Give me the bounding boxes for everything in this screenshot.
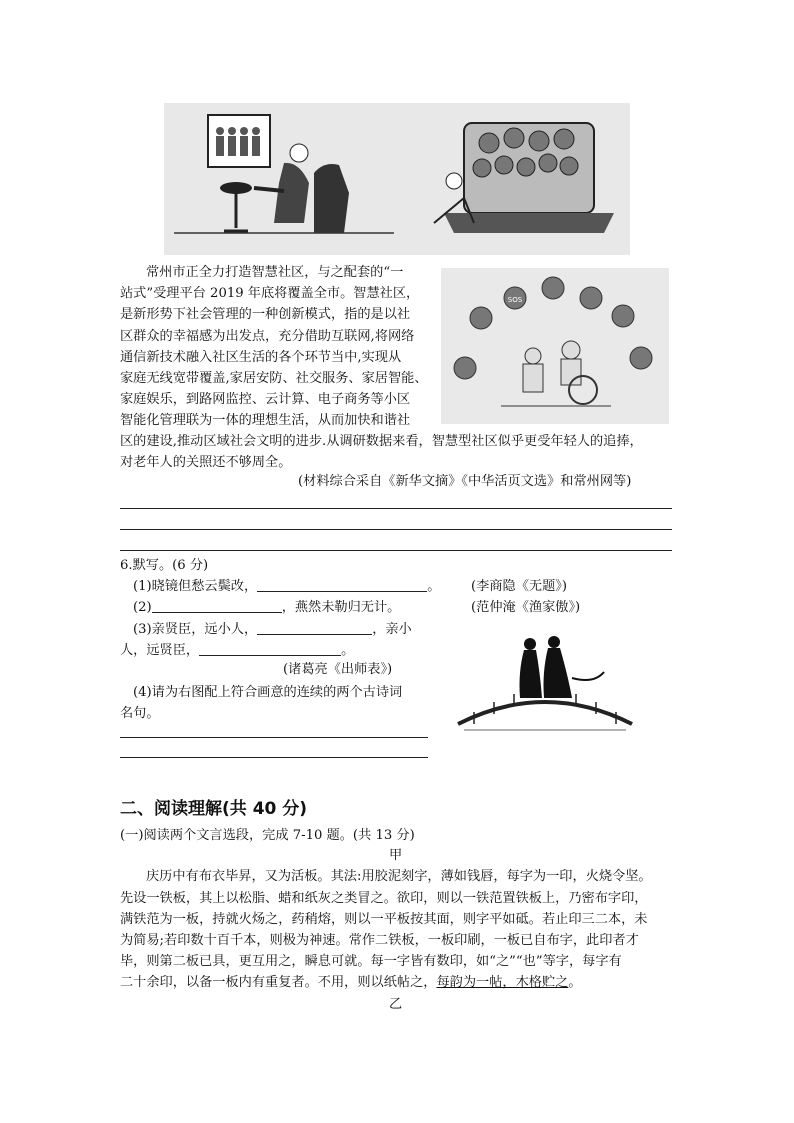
material-line-4: 区群众的幸福感为出发点，充分借助互联网,将网络 [120,329,415,344]
material-line-5: 通信新技术融入社区生活的各个环节当中,实现从 [120,350,402,365]
q6-item2-blank[interactable] [152,598,282,613]
jia-line-6-underlined: 每韵为一帖，木格贮之 [436,975,569,990]
q6-item3-source: (诸葛亮《出师表》) [283,662,393,677]
material-line-9: 区的建设,推动区域社会文明的进步.从调研数据来看，智慧型社区似乎更受年轻人的追捧， [120,434,643,449]
jia-line-1: 庆历中有布衣毕昇，又为活板。其法:用胶泥刻字，薄如钱唇，每字为一印，火烧令坚。 [146,869,652,884]
q6-item3-l2-pre: 人，远贤臣， [120,643,200,658]
jia-line-3: 满铁范为一板，持就火炀之，药稍熔，则以一平板按其面，则字平如砥。若止印三二本，未 [120,912,648,927]
sos-icon-text: SOS [507,296,523,304]
section2-heading: 二、阅读理解(共 40 分) [120,799,308,819]
q6-item3-l2-post: 。 [341,643,355,658]
jia-line-2: 先设一铁板，其上以松脂、蜡和纸灰之类冒之。欲印，则以一铁范置铁板上，乃密布字印， [120,891,648,906]
q6-item4-line2: 名句。 [120,706,160,721]
material-line-7: 家庭娱乐，到路网监控、云计算、电子商务等小区 [120,392,411,407]
couple-on-bridge-image [454,632,636,736]
material-line-8: 智能化管理联为一体的理想生活，从而加快和谐社 [120,413,411,428]
jia-line-4: 为简易;若印数十百千本，则极为神速。常作二铁板，一板印刷，一板已自布字，此印者才 [120,933,639,948]
passage-jia-label: 甲 [389,848,403,863]
jia-line-6-post: 。 [568,975,582,990]
q6-item3 [133,619,412,641]
q6-item4-line1: (4)请为右图配上符合画意的连续的两个古诗词 [133,685,403,700]
answer-line-2[interactable] [120,529,672,530]
material-line-10: 对老年人的关照还不够周全。 [120,455,292,470]
q6-item3-pre: (3)亲贤臣，远小人， [133,622,258,637]
answer-line-3[interactable] [120,550,672,551]
q6-item2-post: ，燕然未勒归无计。 [281,600,401,615]
jia-line-5: 毕，则第二板已具，更互用之，瞬息可就。每一字皆有数印，如“之”“也”等字，每字有 [120,954,622,969]
q6-item3-blank-1[interactable] [257,620,372,635]
q6-item2-pre: (2) [133,600,152,615]
jia-line-6 [120,972,582,994]
smart-community-image [441,268,669,424]
material-source: (材料综合采自《新华文摘》《中华活页文选》和常州网等) [298,474,632,489]
q6-item3-mid: ，亲小 [372,622,412,637]
q6-item1-blank[interactable] [257,577,427,592]
q6-item2 [133,597,400,619]
q6-title: 6.默写。(6 分) [120,558,209,573]
q6-item4-answer-line-2[interactable] [120,757,428,758]
q6-item1-pre: (1)晓镜但愁云鬓改， [133,579,258,594]
passage-yi-label: 乙 [389,997,403,1012]
q6-item1 [133,576,440,598]
q6-item4-answer-line-1[interactable] [120,737,428,738]
q6-item3-blank-2[interactable] [199,641,341,656]
answer-line-1[interactable] [120,508,672,509]
material-line-1: 常州市正全力打造智慧社区，与之配套的“一 [146,265,404,280]
top-cartoon-image [164,103,630,255]
material-line-3: 是新形势下社会管理的一种创新模式，指的是以社 [120,307,411,322]
material-line-6: 家庭无线宽带覆盖,家居安防、社交服务、家居智能、 [120,371,428,386]
section2-sub1: (一)阅读两个文言选段，完成 7-10 题。(共 13 分) [120,828,415,843]
material-line-2: 站式”受理平台 2019 年底将覆盖全市。智慧社区， [120,286,420,301]
q6-item2-source: (范仲淹《渔家傲》) [471,600,581,615]
q6-item1-post: 。 [427,579,441,594]
jia-line-6-pre: 二十余印，以备一板内有重复者。不用，则以纸帖之， [120,975,437,990]
q6-item1-source: (李商隐《无题》) [471,579,568,594]
